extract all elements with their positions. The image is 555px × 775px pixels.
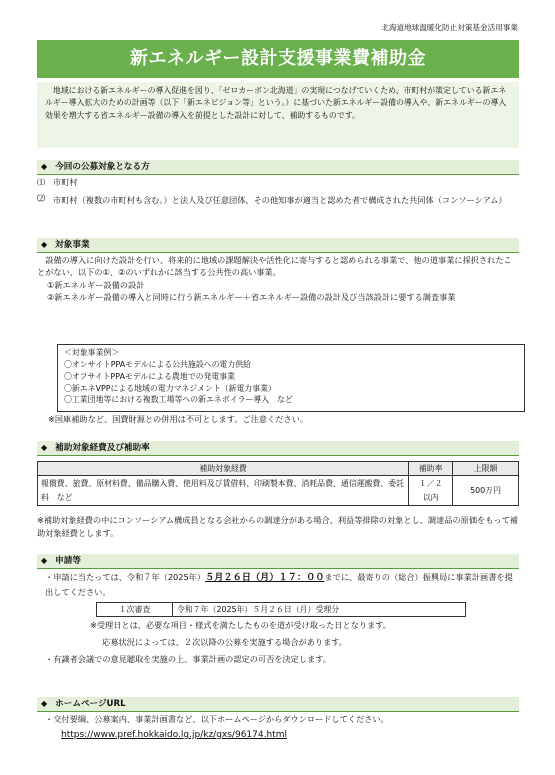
title-banner bbox=[37, 40, 519, 78]
project-note: ※国庫補助など、国費財源との併用は不可とします。ご注意ください。 bbox=[48, 414, 309, 424]
section-head-cost: ◆ 補助対象経費及び補助率 bbox=[37, 441, 519, 456]
example-item: 〇オフサイトPPAモデルによる農地での発電事業 bbox=[64, 371, 236, 381]
section-cost bbox=[37, 441, 519, 456]
diamond-icon: ◆ bbox=[41, 240, 48, 250]
schedule-value: 令和７年（2025年）５月２６日（月）受理分 bbox=[173, 603, 466, 617]
section-head-target: ◆ 今回の公募対象となる方 bbox=[37, 160, 519, 175]
cost-expense-cell: 報償費、旅費、原材料費、備品購入費、使用料及び賃借料、印刷製本費、消耗品費、通信運搬費、委託料 など bbox=[38, 476, 409, 506]
example-item: 〇新エネVPPによる地域の電力マネジメント（新電力事業） bbox=[64, 383, 276, 393]
diamond-icon: ◆ bbox=[41, 699, 48, 709]
top-note: 北海道地球温暖化防止対策基金活用事業 bbox=[381, 23, 518, 32]
apply-line-2: ・有識者会議での意見聴取を実施の上、事業計画の認定の可否を決定します。 bbox=[45, 654, 331, 664]
section-head-apply: ◆ 申請等 bbox=[37, 554, 519, 569]
page-title: 新エネルギー設計支援事業費補助金 bbox=[130, 47, 426, 69]
diamond-icon: ◆ bbox=[41, 443, 48, 453]
cost-header-limit: 上限額 bbox=[453, 462, 519, 476]
schedule-label: １次審査 bbox=[97, 603, 173, 617]
schedule-table bbox=[96, 602, 466, 617]
intro-box bbox=[37, 82, 519, 148]
section-project bbox=[37, 238, 519, 304]
example-item: 〇工業団地等における複数工場等への新エネボイラー導入 など bbox=[64, 395, 293, 405]
intro-text: 地域における新エネルギーの導入促進を図り、「ゼロカーボン北海道」の実現につなげていくため、市町村が策定している新エネルギー導入拡大のための計画等（以下「新エネビジョン等」という。）に基づいた新エネルギー設備の導入や、新エネルギーの導入効果を増大する省エネルギー設備の導入を前提とした設計に対して、補助するものです。 bbox=[45, 86, 507, 120]
example-item: 〇オンサイトPPAモデルによる公共施設への電力供給 bbox=[64, 359, 252, 369]
section-homepage bbox=[37, 697, 519, 742]
cost-table bbox=[37, 461, 519, 506]
target-item-2: ⑵ 市町村（複数の市町村も含む。）と法人及び任意団体、その他知事が適当と認めた者で構成された共同体（コンソーシアム） bbox=[37, 192, 507, 205]
diamond-icon: ◆ bbox=[41, 556, 48, 566]
cost-header-expense: 補助対象経費 bbox=[38, 462, 409, 476]
apply-deadline: ５月２６日（月）１７：００ bbox=[205, 572, 325, 583]
target-item-1: ⑴ 市町村 bbox=[37, 177, 78, 187]
section-target bbox=[37, 160, 519, 207]
homepage-line: ・交付要綱、公募案内、事業計画書など、以下ホームページからダウンロードしてください。 bbox=[45, 714, 389, 724]
project-item-2: ②新エネルギー設備の導入と同時に行う新エネルギー＋省エネルギー設備の設計及び当該設計に要する調査事業 bbox=[47, 291, 456, 302]
cost-note: ※補助対象経費の中にコンソーシアム構成員となる会社からの調達分がある場合、利益等排除の対象とし、調達品の原価をもって補助対象経費とします。 bbox=[37, 515, 518, 539]
homepage-link[interactable]: https://www.pref.hokkaido.lg.jp/kz/gxs/96174.html bbox=[61, 729, 287, 740]
cost-header-rate: 補助率 bbox=[409, 462, 453, 476]
apply-note-2: 応募状況によっては、２次以降の公募を実施する場合があります。 bbox=[102, 637, 347, 647]
section-head-project: ◆ 対象事業 bbox=[37, 238, 519, 253]
diamond-icon: ◆ bbox=[41, 162, 48, 172]
apply-note-1: ※受理日とは、必要な項目・様式を満たしたものを道が受け取った日となります。 bbox=[90, 620, 391, 630]
cost-limit-cell: 500万円 bbox=[453, 476, 519, 506]
apply-line-1: ・申請に当たっては、令和７年（2025年）５月２６日（月）１７：００までに、最寄りの（総合）振興局に事業計画書を提出してください。 bbox=[45, 572, 513, 597]
cost-rate-cell: １／２ 以内 bbox=[409, 476, 453, 506]
examples-title: ＜対象事業例＞ bbox=[64, 348, 120, 357]
project-item-1: ①新エネルギー設備の設計 bbox=[47, 279, 145, 290]
section-apply bbox=[37, 554, 519, 599]
section-head-homepage: ◆ ホームページURL bbox=[37, 697, 519, 712]
project-desc: 設備の導入に向けた設計を行い、将来的に地域の課題解決や活性化に寄与すると認められる事業で、他の道事業に採択されたことがない、以下の①、②のいずれかに該当する公共性の高い事業。 bbox=[37, 255, 512, 277]
examples-box bbox=[57, 344, 525, 412]
